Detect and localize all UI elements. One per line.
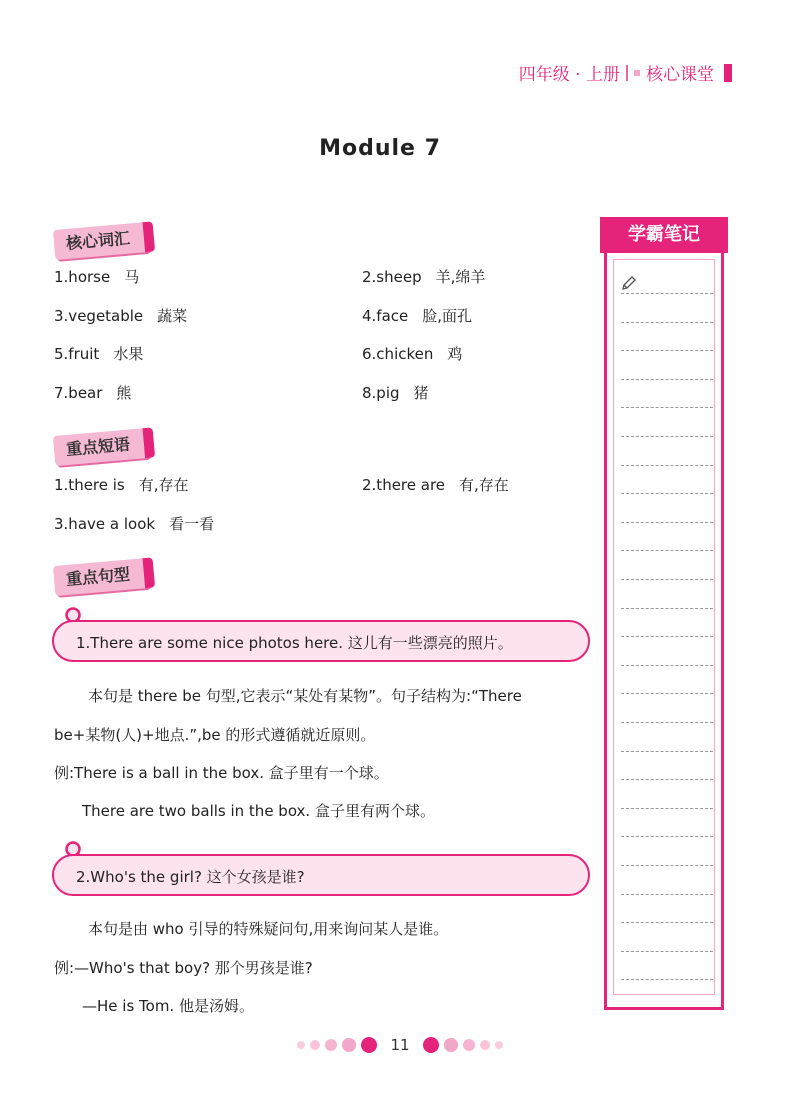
note-line bbox=[621, 693, 713, 694]
example-line: —He is Tom. 他是汤姆。 bbox=[82, 997, 254, 1015]
vocab-cn: 羊,绵羊 bbox=[435, 268, 486, 286]
vocab-en: 7.bear bbox=[54, 384, 103, 402]
footer-dot bbox=[480, 1040, 490, 1050]
vocab-item bbox=[362, 266, 485, 287]
phrase-cn: 有,存在 bbox=[138, 476, 189, 494]
note-line bbox=[621, 779, 713, 780]
tag-corner bbox=[143, 557, 156, 588]
tag-corner bbox=[143, 221, 156, 252]
footer-dot bbox=[342, 1038, 356, 1052]
phrase-cn: 有,存在 bbox=[459, 476, 509, 494]
explanation-line: 本句是 there be 句型,它表示“某处有某物”。句子结构为:“There bbox=[88, 687, 522, 705]
notes-inner-frame bbox=[613, 259, 715, 995]
vocab-item bbox=[54, 266, 139, 287]
phrase-en: 2.there are bbox=[362, 476, 446, 494]
vocab-item bbox=[362, 305, 472, 326]
phrase-item bbox=[54, 513, 214, 534]
note-line bbox=[621, 407, 713, 408]
vocab-cn: 脸,面孔 bbox=[422, 307, 473, 325]
note-line bbox=[621, 836, 713, 837]
grade-label: 四年级 · 上册 bbox=[518, 65, 620, 85]
section-tag-vocab bbox=[53, 222, 149, 260]
note-line bbox=[621, 579, 713, 580]
note-line bbox=[621, 636, 713, 637]
vocab-en: 2.sheep bbox=[362, 268, 422, 286]
vocab-item bbox=[54, 382, 131, 403]
example-line: 例:There is a ball in the box. 盒子里有一个球。 bbox=[54, 764, 389, 782]
example-line: There are two balls in the box. 盒子里有两个球。 bbox=[82, 802, 435, 820]
vocab-cn: 马 bbox=[124, 268, 140, 286]
footer-dot bbox=[361, 1037, 377, 1053]
vocab-item bbox=[54, 343, 143, 364]
note-line bbox=[621, 865, 713, 866]
header-dot bbox=[634, 70, 640, 76]
page-title: Module 7 bbox=[319, 136, 441, 161]
sentence-pill-2 bbox=[52, 854, 590, 896]
vocab-en: 8.pig bbox=[362, 384, 400, 402]
vocab-en: 6.chicken bbox=[362, 345, 434, 363]
page-number: 11 bbox=[390, 1036, 410, 1054]
vocab-cn: 蔬菜 bbox=[157, 307, 188, 325]
note-line bbox=[621, 465, 713, 466]
note-line bbox=[621, 922, 713, 923]
header-divider bbox=[626, 65, 628, 81]
phrase-en: 1.there is bbox=[54, 476, 125, 494]
footer-dot bbox=[423, 1037, 439, 1053]
phrase-item bbox=[362, 474, 509, 495]
footer-dot bbox=[444, 1038, 458, 1052]
vocab-item bbox=[362, 382, 429, 403]
note-line bbox=[621, 608, 713, 609]
page-footer bbox=[0, 1036, 800, 1054]
note-line bbox=[621, 350, 713, 351]
section-tag-label: 重点句型 bbox=[65, 564, 131, 590]
explanation-line: be+某物(人)+地点.”,be 的形式遵循就近原则。 bbox=[54, 726, 376, 744]
phrase-cn: 看一看 bbox=[169, 515, 215, 533]
phrase-en: 3.have a look bbox=[54, 515, 156, 533]
note-line bbox=[621, 722, 713, 723]
vocab-en: 1.horse bbox=[54, 268, 111, 286]
footer-dot bbox=[463, 1039, 475, 1051]
vocab-item bbox=[362, 343, 462, 364]
vocab-en: 3.vegetable bbox=[54, 307, 144, 325]
vocab-cn: 熊 bbox=[116, 384, 132, 402]
phrase-item bbox=[54, 474, 189, 495]
footer-dot bbox=[495, 1041, 503, 1049]
sentence-pill-text: 1.There are some nice photos here. 这儿有一些漂亮的照片。 bbox=[76, 634, 513, 652]
pencil-icon bbox=[621, 275, 637, 291]
section-tag-label: 核心词汇 bbox=[65, 228, 131, 254]
vocab-en: 5.fruit bbox=[54, 345, 100, 363]
notes-header: 学霸笔记 bbox=[600, 217, 728, 253]
tag-corner bbox=[143, 427, 156, 458]
note-line bbox=[621, 808, 713, 809]
footer-dot bbox=[310, 1040, 320, 1050]
header-bar bbox=[724, 64, 732, 82]
running-header bbox=[519, 60, 732, 85]
note-line bbox=[621, 493, 713, 494]
note-line bbox=[621, 894, 713, 895]
note-line bbox=[621, 322, 713, 323]
vocab-en: 4.face bbox=[362, 307, 409, 325]
section-tag-sentences bbox=[53, 558, 149, 596]
section-tag-phrases bbox=[53, 428, 149, 466]
example-line: 例:—Who's that boy? 那个男孩是谁? bbox=[54, 959, 313, 977]
section-tag-label: 重点短语 bbox=[65, 434, 131, 460]
note-line bbox=[621, 436, 713, 437]
footer-dot bbox=[297, 1041, 305, 1049]
sentence-pill-1 bbox=[52, 620, 590, 662]
note-line bbox=[621, 293, 713, 294]
note-line bbox=[621, 751, 713, 752]
note-line bbox=[621, 979, 713, 980]
notes-panel bbox=[604, 253, 724, 1010]
book-section-label: 核心课堂 bbox=[646, 65, 714, 85]
note-line bbox=[621, 379, 713, 380]
vocab-cn: 猪 bbox=[413, 384, 429, 402]
explanation-line: 本句是由 who 引导的特殊疑问句,用来询问某人是谁。 bbox=[88, 920, 449, 938]
vocab-item bbox=[54, 305, 187, 326]
footer-dot bbox=[325, 1039, 337, 1051]
note-line bbox=[621, 665, 713, 666]
vocab-cn: 鸡 bbox=[447, 345, 463, 363]
sentence-pill-text: 2.Who's the girl? 这个女孩是谁? bbox=[76, 868, 305, 886]
vocab-cn: 水果 bbox=[113, 345, 144, 363]
note-line bbox=[621, 951, 713, 952]
note-line bbox=[621, 550, 713, 551]
note-line bbox=[621, 522, 713, 523]
